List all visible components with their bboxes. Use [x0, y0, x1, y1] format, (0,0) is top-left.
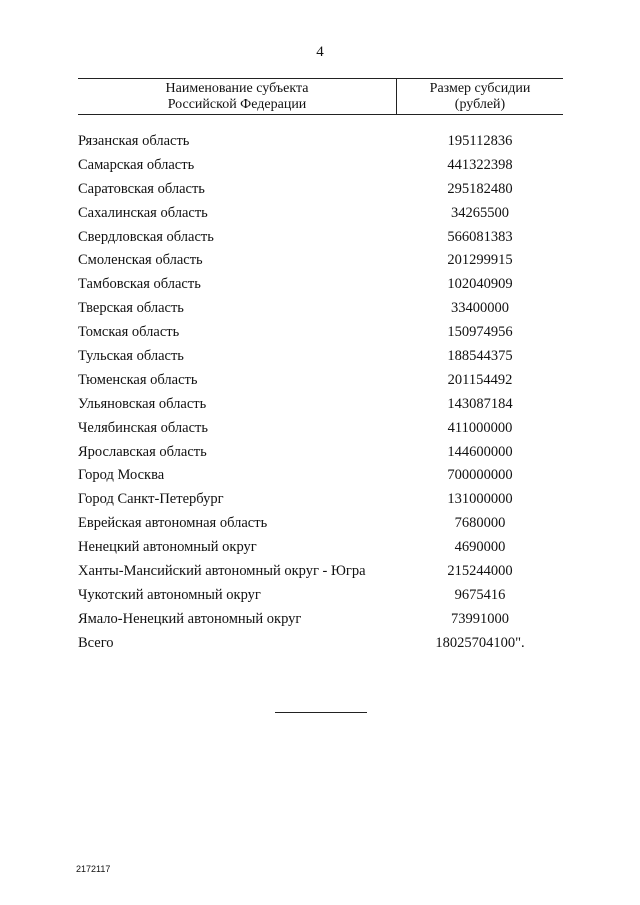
table-row [78, 250, 563, 274]
subsidy-amount: 34265500 [451, 204, 509, 221]
region-name: Тульская область [78, 348, 184, 365]
table-row [78, 179, 563, 203]
region-name: Тюменская область [78, 371, 198, 388]
subsidy-amount: 700000000 [447, 467, 513, 484]
subsidy-amount: 188544375 [447, 348, 513, 365]
region-name: Рязанская область [78, 133, 190, 149]
subsidy-amount: 201299915 [447, 252, 513, 269]
total-label: Всего [78, 634, 114, 651]
subsidy-amount: 7680000 [454, 515, 506, 532]
table-row [78, 561, 563, 585]
subsidy-amount: 150974956 [447, 324, 513, 341]
header-subsidy-amount-line1: Размер субсидии [429, 81, 531, 96]
table-row [78, 442, 563, 466]
subsidy-amount: 295182480 [447, 180, 513, 197]
subsidy-amount: 131000000 [447, 491, 513, 508]
table-row [78, 227, 563, 251]
region-name: Город Санкт-Петербург [78, 491, 224, 508]
table-row [78, 489, 563, 513]
table-row-total [78, 633, 563, 657]
table-row [78, 322, 563, 346]
header-subsidy-amount-line2: (рублей) [454, 97, 506, 112]
subsidy-amount: 33400000 [451, 300, 509, 317]
region-name: Сахалинская область [78, 204, 208, 221]
page-number: 4 [316, 44, 324, 60]
region-name: Ямало-Ненецкий автономный округ [78, 610, 302, 627]
region-name: Тверская область [78, 300, 184, 317]
subsidy-amount: 215244000 [447, 563, 513, 580]
subsidy-amount: 195112836 [447, 133, 513, 149]
document-code: 2172117 [76, 864, 111, 874]
header-subsidy-amount [397, 81, 563, 113]
region-name: Тамбовская область [78, 276, 201, 293]
region-name: Город Москва [78, 467, 165, 484]
table-row [78, 298, 563, 322]
region-name: Ярославская область [78, 443, 207, 460]
subsidy-amount: 9675416 [454, 586, 506, 603]
table-row [78, 394, 563, 418]
header-region-name [78, 81, 396, 113]
total-amount: 18025704100". [435, 634, 525, 651]
region-name: Смоленская область [78, 252, 203, 269]
subsidy-amount: 4690000 [454, 539, 506, 556]
table-body [78, 131, 563, 657]
subsidy-amount: 441322398 [447, 156, 513, 173]
region-name: Самарская область [78, 156, 195, 173]
table-header [78, 78, 563, 115]
region-name: Ульяновская область [78, 395, 207, 412]
header-region-name-line1: Наименование субъекта [165, 81, 309, 96]
end-of-document-rule [275, 712, 367, 713]
table-row [78, 203, 563, 227]
table-row [78, 513, 563, 537]
region-name: Саратовская область [78, 180, 205, 197]
table-row [78, 155, 563, 179]
table-row [78, 370, 563, 394]
subsidy-table [78, 78, 563, 657]
table-row [78, 609, 563, 633]
subsidy-amount: 411000000 [447, 419, 513, 436]
region-name: Еврейская автономная область [78, 515, 268, 532]
table-row [78, 418, 563, 442]
table-row [78, 131, 563, 155]
table-row [78, 465, 563, 489]
table-row [78, 537, 563, 561]
region-name: Томская область [78, 324, 180, 341]
subsidy-amount: 144600000 [447, 443, 513, 460]
table-row [78, 346, 563, 370]
subsidy-amount: 201154492 [447, 371, 513, 388]
subsidy-amount: 143087184 [447, 395, 513, 412]
table-row [78, 274, 563, 298]
region-name: Челябинская область [78, 419, 208, 436]
region-name: Ханты-Мансийский автономный округ - Югра [78, 563, 366, 580]
subsidy-amount: 102040909 [447, 276, 513, 293]
table-row [78, 585, 563, 609]
region-name: Ненецкий автономный округ [78, 539, 257, 556]
region-name: Чукотский автономный округ [78, 586, 261, 603]
header-region-name-line2: Российской Федерации [167, 97, 307, 112]
region-name: Свердловская область [78, 228, 214, 245]
subsidy-amount: 73991000 [451, 610, 509, 627]
subsidy-amount: 566081383 [447, 228, 513, 245]
